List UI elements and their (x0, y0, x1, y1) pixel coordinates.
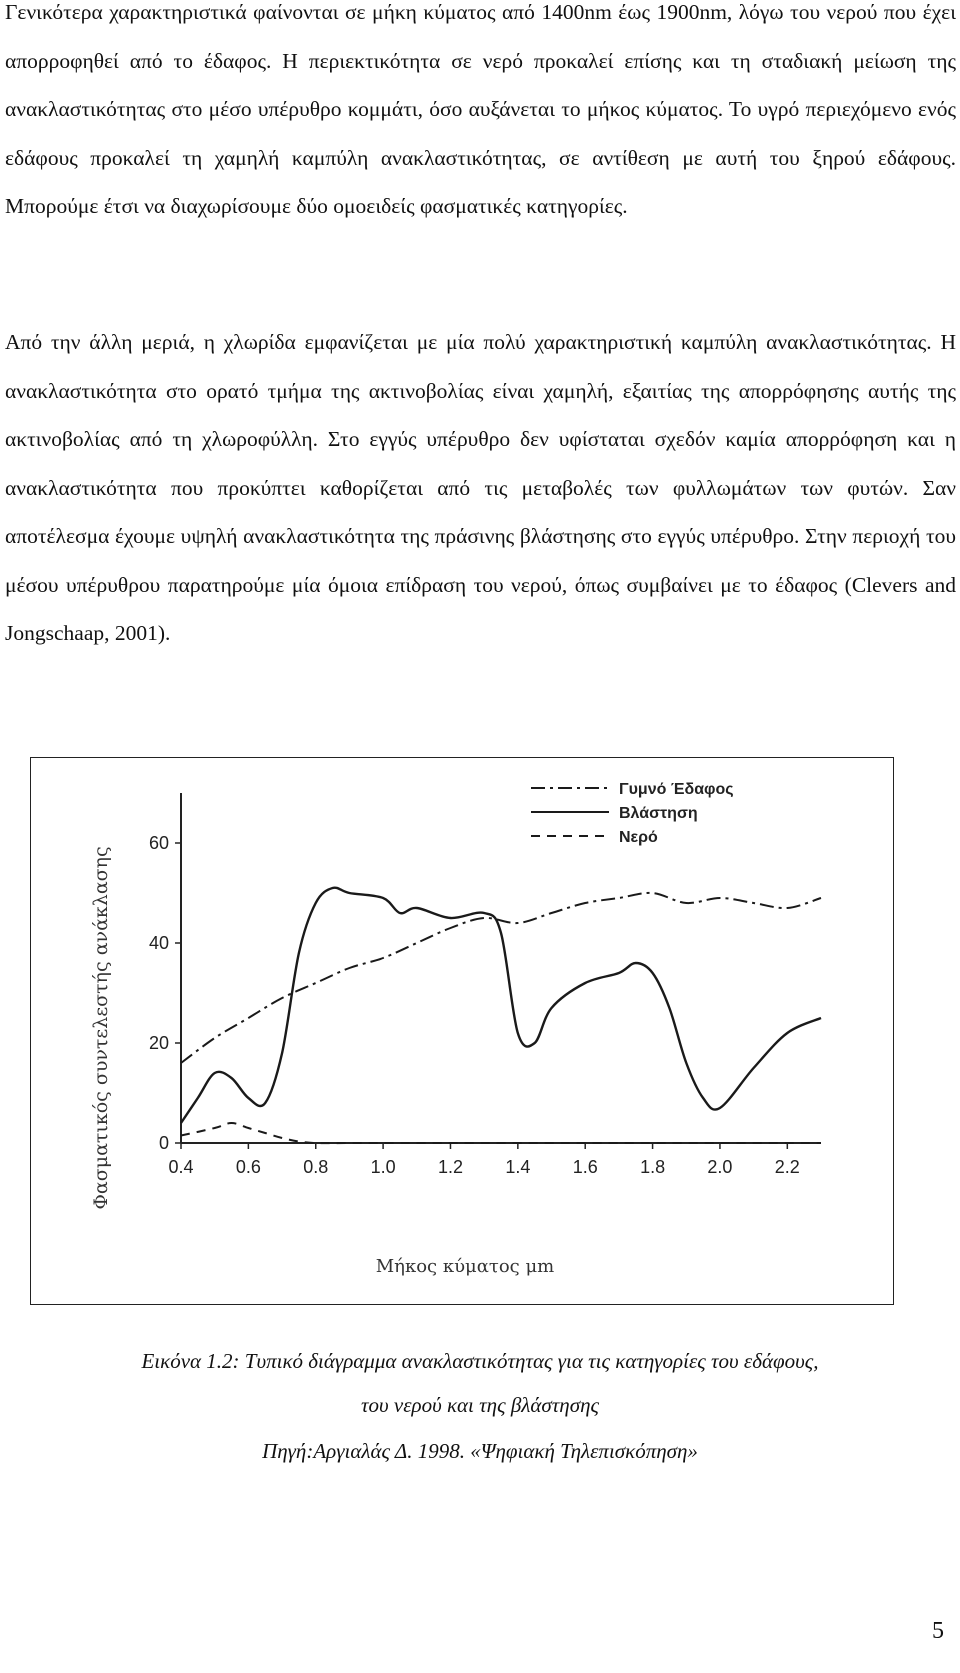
x-tick-label: 1.2 (437, 1157, 463, 1177)
y-tick-label: 60 (148, 833, 169, 853)
figure-frame (30, 757, 894, 1305)
series-line-0 (181, 893, 821, 1063)
paragraph-soil: Γενικότερα χαρακτηριστικά φαίνονται σε μήκη κύματος από 1400nm έως 1900nm, λόγω του νερού που έχει απορροφηθεί από το έδαφος. Η περιεκτικότητα σε νερό προκαλεί επίσης και τη σταδιακή μείωση της ανακλαστικότητας στο μέσο υπέρυθρο κομμάτι, όσο αυξάνεται το μήκος κύματος. Το υγρό περιεχόμενο ενός εδάφους προκαλεί τη χαμηλή καμπύλη ανακλαστικότητας, σε αντίθεση με αυτή του ξηρού εδάφους. Μπορούμε έτσι να διαχωρίσουμε δύο ομοειδείς φασματικές κατηγορίες. (5, 0, 956, 218)
legend-entry-2: Νερό (619, 829, 658, 846)
reflectance-chart (31, 758, 895, 1306)
x-tick-label: 0.6 (235, 1157, 261, 1177)
paragraph-vegetation: Από την άλλη μεριά, η χλωρίδα εμφανίζεται με μία πολύ χαρακτηριστική καμπύλη ανακλαστικότητας. Η ανακλαστικότητα στο ορατό τμήμα της ακτινοβολίας είναι χαμηλή, εξαιτίας της απορρόφησης αυτής της ακτινοβολίας από τη χλωροφύλλη. Στο εγγύς υπέρυθρο δεν υφίσταται σχεδόν καμία απορρόφηση και η ανακλαστικότητα που προκύπτει καθορίζεται από τις μεταβολές των φυλλωμάτων των φυτών. Σαν αποτέλεσμα έχουμε υψηλή ανακλαστικότητα της πράσινης βλάστησης στο εγγύς υπέρυθρο. Στην περιοχή του μέσου υπέρυθρου παρατηρούμε μία όμοια επίδραση του νερού, όπως συμβαίνει με το έδαφος (Clevers and Jongschaap, 2001). (5, 330, 956, 645)
legend-entry-0: Γυμνό Έδαφος (619, 781, 734, 798)
x-tick-label: 1.8 (640, 1157, 666, 1177)
series-line-2 (181, 1123, 821, 1143)
x-tick-label: 0.4 (168, 1157, 194, 1177)
x-tick-label: 2.2 (774, 1157, 800, 1177)
legend-entry-1: Βλάστηση (619, 805, 698, 822)
series-line-1 (181, 888, 821, 1123)
figure-caption-line1: Εικόνα 1.2: Τυπικό διάγραμμα ανακλαστικότητας για τις κατηγορίες του εδάφους, (141, 1349, 819, 1373)
x-tick-label: 1.4 (505, 1157, 531, 1177)
figure-caption-source: Πηγή:Αργιαλάς Δ. 1998. «Ψηφιακή Τηλεπισκόπηση» (262, 1439, 698, 1463)
x-axis-label: Μήκος κύματος μm (375, 1256, 555, 1277)
y-tick-label: 40 (148, 933, 169, 953)
figure-caption-line2: του νερού και της βλάστησης (360, 1393, 600, 1417)
y-axis-label: Φασματικός συντελεστής ανάκλασης (90, 846, 112, 1210)
x-tick-label: 1.0 (370, 1157, 396, 1177)
x-tick-label: 2.0 (707, 1157, 733, 1177)
x-tick-label: 1.6 (572, 1157, 598, 1177)
page-number: 5 (932, 1618, 944, 1644)
y-tick-label: 0 (158, 1133, 169, 1153)
y-tick-label: 20 (148, 1033, 169, 1053)
x-tick-label: 0.8 (303, 1157, 329, 1177)
